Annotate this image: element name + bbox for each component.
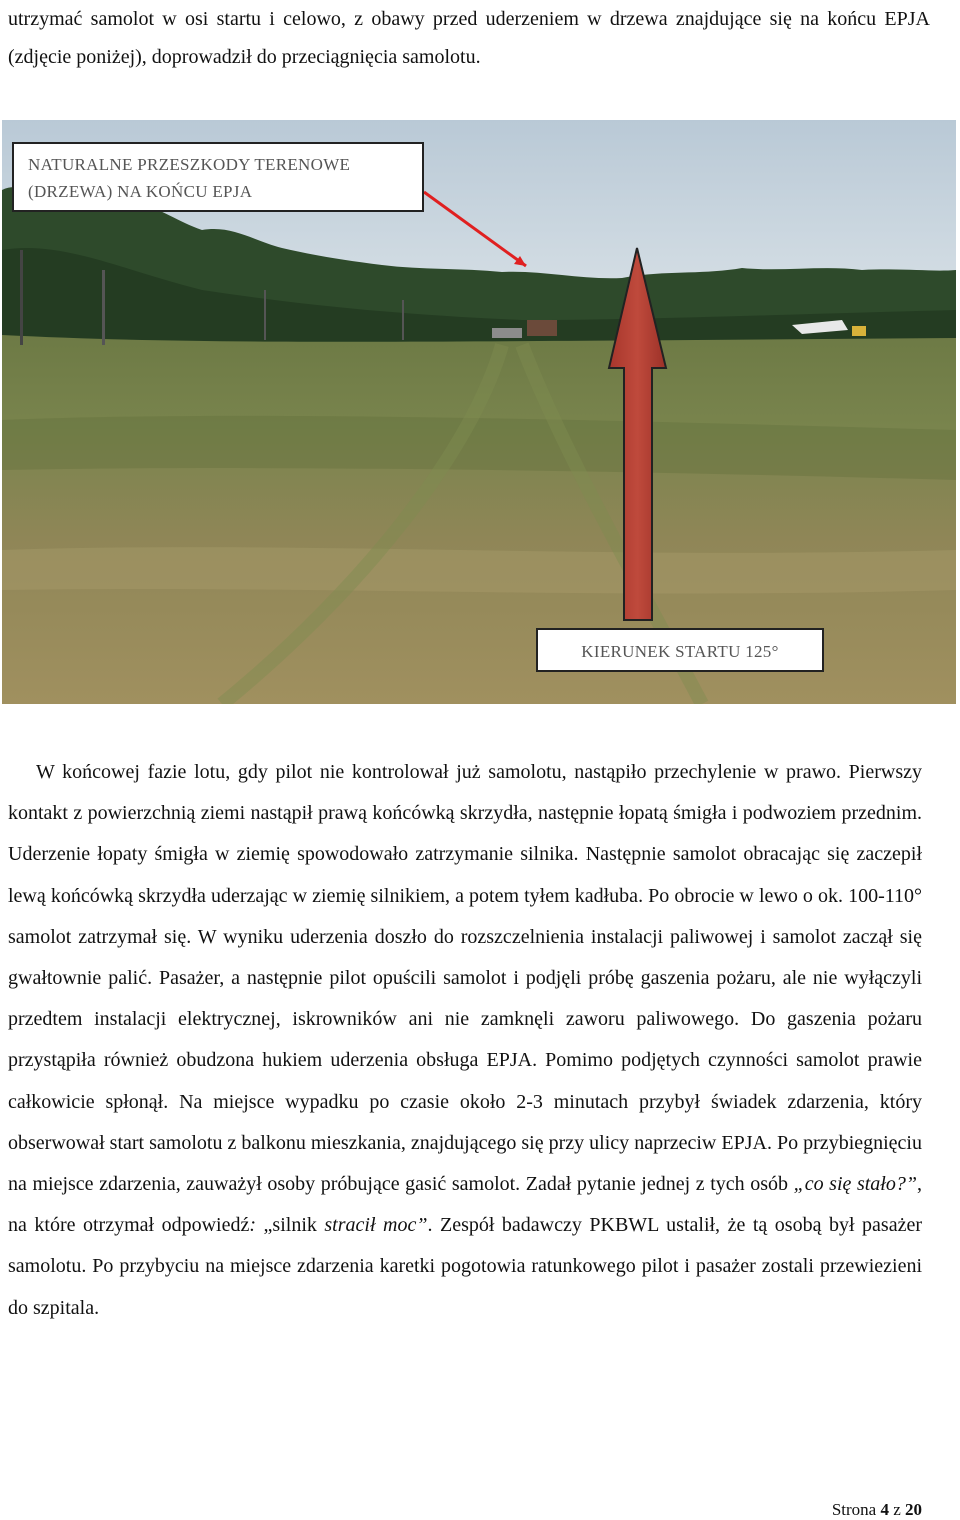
- body-text-part3: . Zespół badawczy PKBWL ustalił, że tą osobą był pasażer samolotu. Po przybyciu na miejsce zdarzenia karetki pogotowia ratunkowego pilot i pasażer zostali przewiezieni do szpitala.: [8, 1214, 922, 1319]
- pole: [402, 300, 404, 340]
- footer-total-pages: 20: [905, 1500, 922, 1519]
- quote-answer-italic: stracił moc: [324, 1214, 417, 1237]
- yellow-equipment: [852, 326, 866, 336]
- pole: [264, 290, 266, 340]
- hangar: [527, 320, 557, 336]
- trees-label: [12, 142, 424, 212]
- quote-question: „co się stało?”: [793, 1173, 917, 1196]
- grass-patch-light: [2, 547, 956, 593]
- trees-label-line2: (DRZEWA) NA KOŃCU EPJA: [28, 182, 253, 201]
- quote-answer-close: ”: [416, 1214, 428, 1237]
- body-text-part2: , na które otrzymał odpowiedź: [8, 1173, 922, 1237]
- trees-label-line1: NATURALNE PRZESZKODY TERENOWE: [28, 155, 351, 174]
- pole: [102, 270, 105, 345]
- intro-paragraph: utrzymać samolot w osi startu i celowo, z obawy przed uderzeniem w drzewa znajdujące się na końcu EPJA (zdjęcie poniżej), doprowadził do przeciągnięcia samolotu.: [8, 8, 930, 68]
- takeoff-direction-label: KIERUNEK STARTU 125°: [536, 628, 824, 672]
- footer-of: z: [893, 1500, 901, 1519]
- footer-label: Strona: [831, 1500, 877, 1519]
- colon: :: [249, 1214, 257, 1237]
- quote-answer-open: „silnik: [256, 1214, 325, 1237]
- page-footer: [832, 1500, 922, 1520]
- body-paragraph: [8, 752, 922, 1329]
- body-text-part1: W końcowej fazie lotu, gdy pilot nie kontrolował już samolotu, nastąpiło przechylenie w prawo. Pierwszy kontakt z powierzchnią ziemi nastąpił prawą końcówką skrzydła, następnie łopatą śmigła i podwoziem przednim. Uderzenie łopaty śmigła w ziemię spowodowało zatrzymanie silnika. Następnie samolot obracając się zaczepił lewą końcówką skrzydła uderzając w ziemię silnikiem, a potem tyłem kadłuba. Po obrocie w lewo o ok. 100-110° samolot zatrzymał się. W wyniku uderzenia doszło do rozszczelnienia instalacji paliwowej i samolot zaczął się gwałtownie palić. Pasażer, a następnie pilot opuścili samolot i podjęli próbę gaszenia pożaru, ale nie wyłączyli przedtem instalacji elektrycznej, iskrowników ani nie zamknęli zaworu paliwowego. Do gaszenia pożaru przystąpiła również obudzona hukiem uderzenia obsługa EPJA. Pomimo podjętych czynności samolot prawie całkowicie spłonął. Na miejsce wypadku po czasie około 2-3 minutach przybył świadek zdarzenia, który obserwował start samolotu z balkonu mieszkania, znajdującego się przy ulicy naprzeciw EPJA. Po przybiegnięciu na miejsce zdarzenia, zauważył osoby próbujące gasić samolot. Zadał pytanie jednej z tych osób: [8, 761, 922, 1196]
- airfield-photo: [2, 120, 956, 704]
- pole: [20, 250, 23, 345]
- far-building: [492, 328, 522, 338]
- footer-page-number: 4: [880, 1500, 889, 1519]
